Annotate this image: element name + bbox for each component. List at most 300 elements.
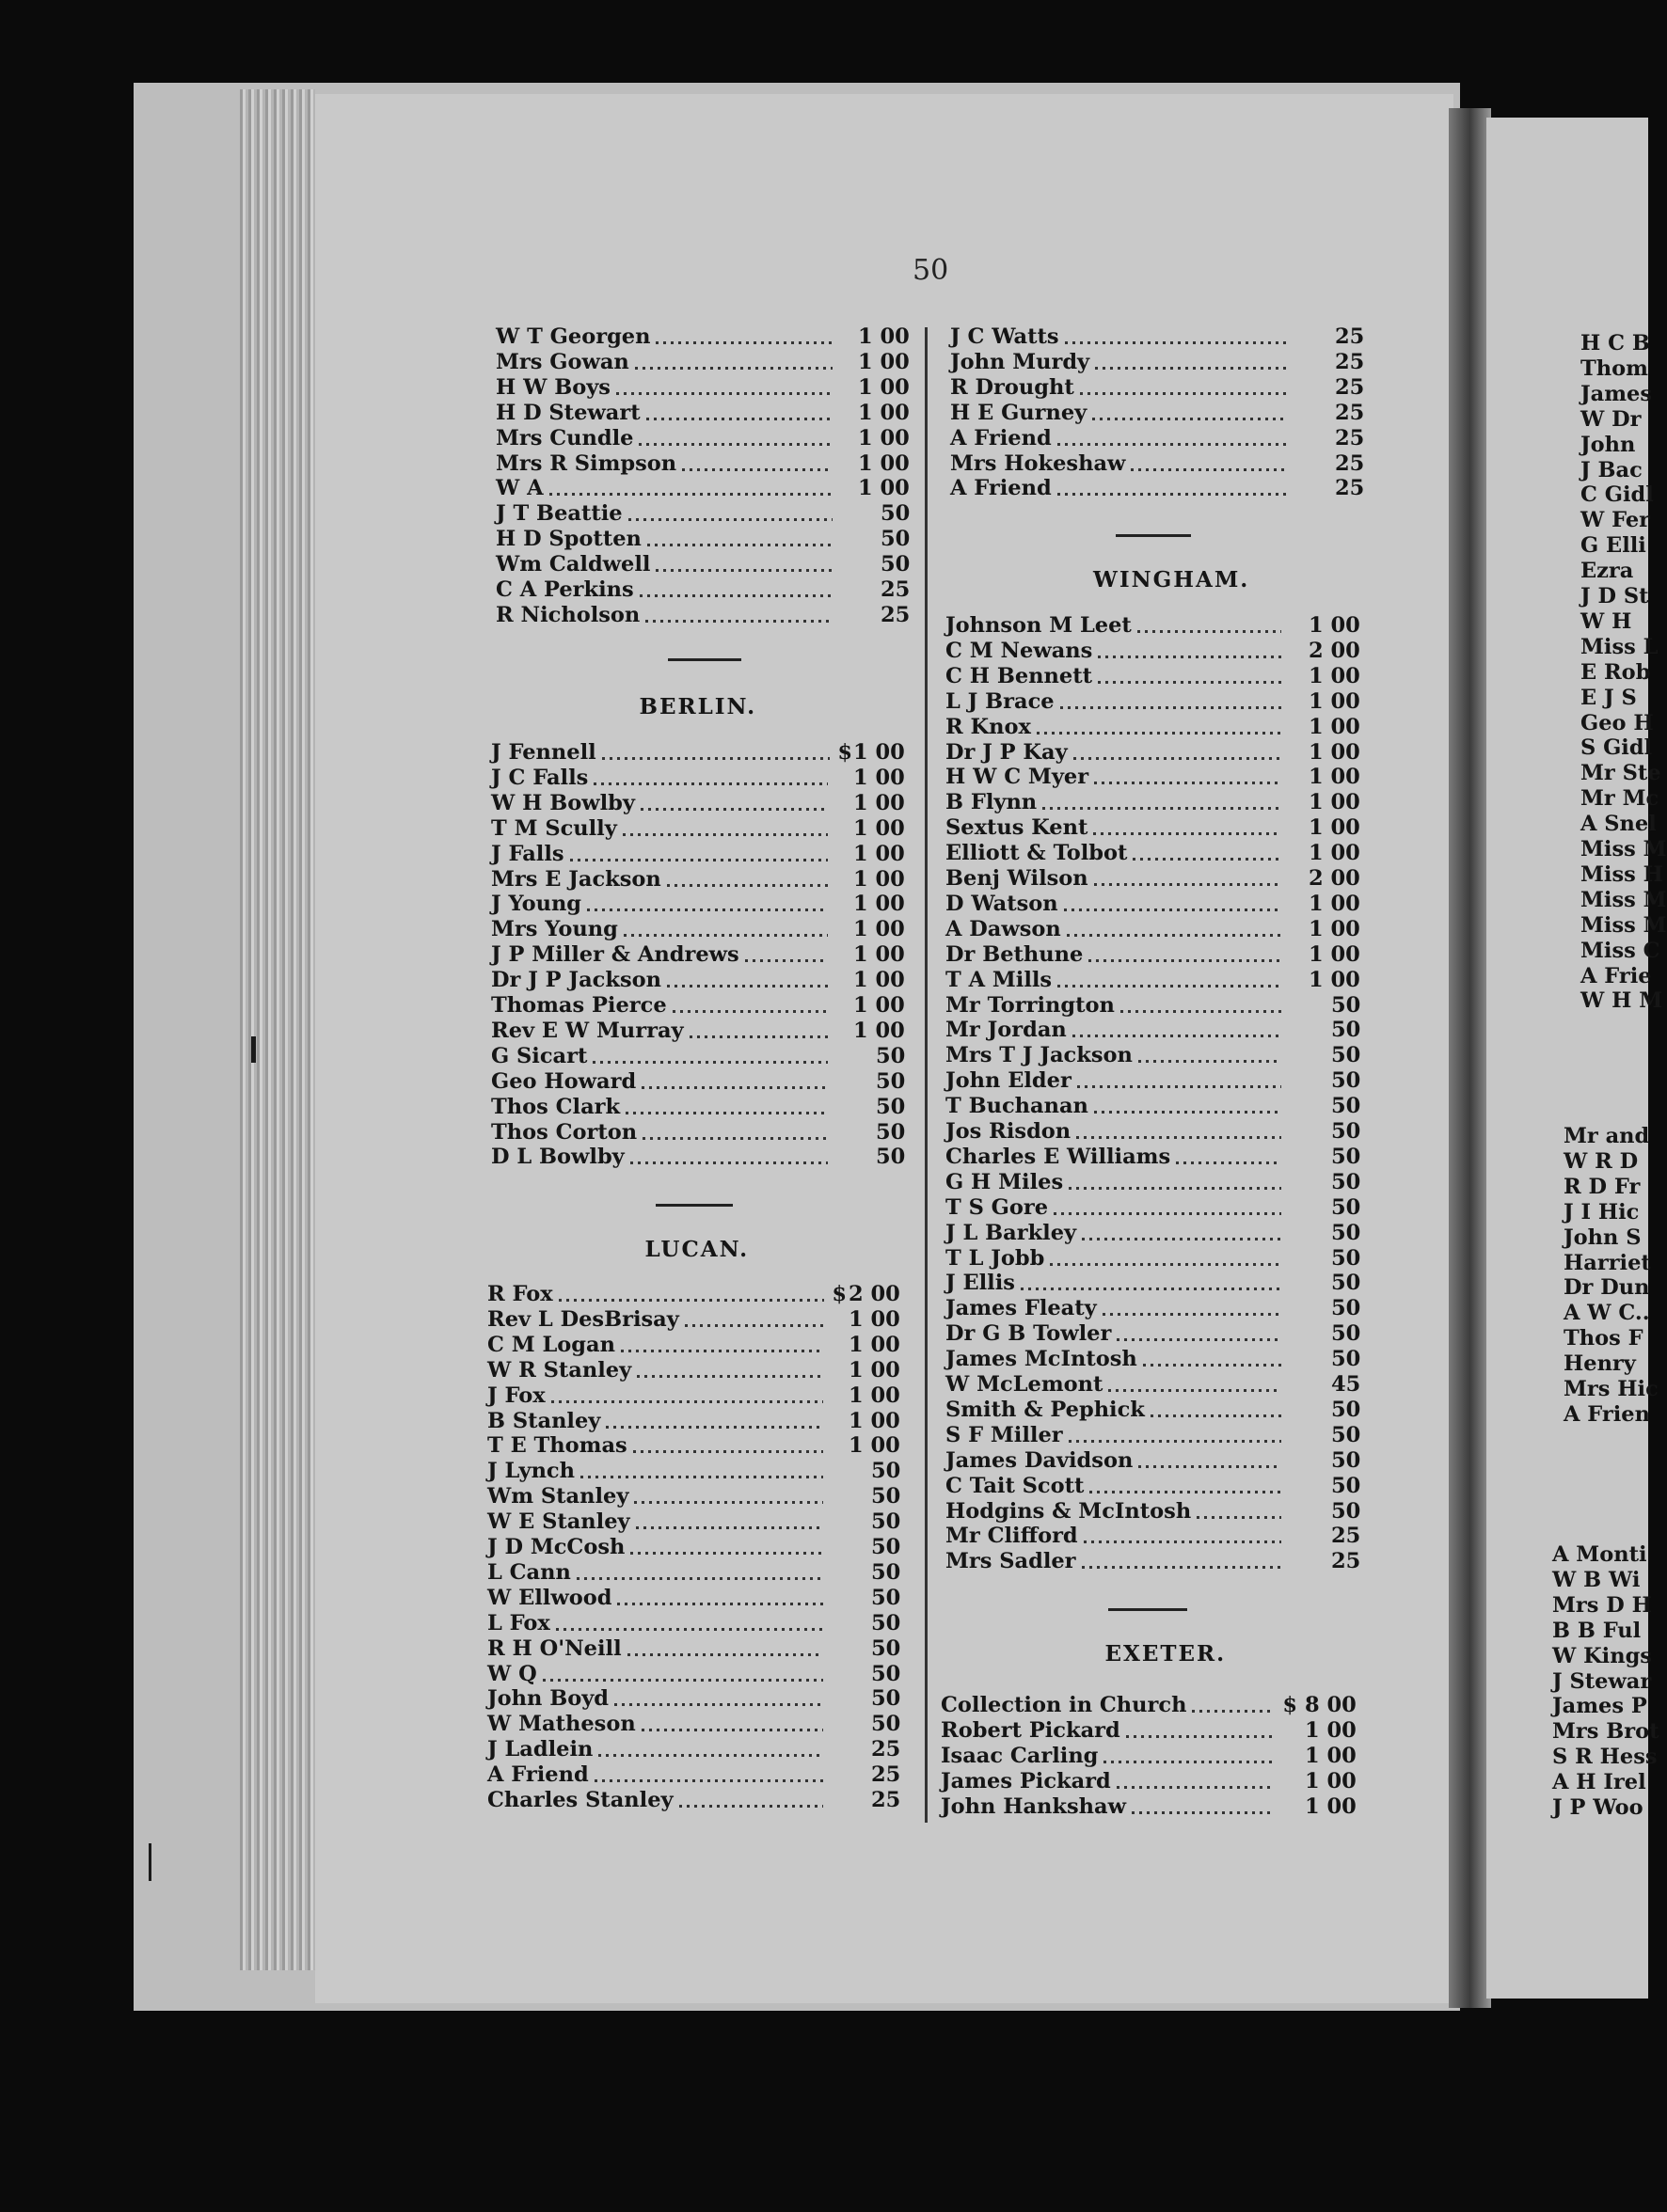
donor-name: J Fox (487, 1382, 546, 1408)
donor-name: Jos Risdon (945, 1119, 1072, 1144)
amount: 25 (871, 1788, 901, 1812)
donor-name: Thos Corton (491, 1119, 638, 1145)
leader-dots (1069, 1440, 1281, 1443)
leader-dots (641, 808, 828, 811)
donor-name: John Boyd (487, 1686, 610, 1712)
donor-name: J Lynch (487, 1459, 575, 1484)
amount: 50 (1331, 1094, 1361, 1119)
amount: 2 00 (1309, 638, 1360, 663)
amount: 1 00 (1309, 765, 1360, 790)
facing-entry: Mr Ste (1580, 761, 1661, 786)
amount: 25 (1335, 425, 1365, 450)
donor-name: Dr G B Towler (945, 1321, 1112, 1347)
leader-dots (1108, 1389, 1281, 1392)
amount: 1 00 (858, 324, 910, 349)
facing-entry: Miss C (1580, 938, 1660, 963)
dollar-sign: $ (1282, 1693, 1297, 1717)
amount: 50 (876, 1043, 906, 1068)
amount: 25 (1331, 1524, 1361, 1549)
amount: 25 (1335, 400, 1365, 425)
facing-entry: J Stewar (1552, 1668, 1652, 1694)
facing-entry: J D St (1580, 584, 1649, 608)
donor-name: J T Beattie (496, 501, 623, 527)
leader-dots (1103, 1313, 1281, 1316)
amount: 1 00 (853, 841, 905, 866)
leader-dots (690, 1035, 828, 1038)
donor-name: H W C Myer (945, 765, 1089, 790)
facing-entry: Miss M (1580, 912, 1667, 938)
amount: 8 00 (1305, 1693, 1357, 1717)
amount: 1 00 (858, 374, 910, 400)
leader-dots (1069, 1187, 1281, 1190)
facing-entry: J I Hic (1564, 1199, 1640, 1224)
donor-name: D Watson (945, 891, 1058, 916)
facing-entry: A Frien (1564, 1401, 1650, 1427)
amount: 1 00 (853, 866, 905, 892)
donor-name: C M Newans (945, 638, 1093, 663)
page-edge-strip (240, 89, 315, 1970)
column-divider (925, 327, 928, 1823)
amount: 1 00 (858, 400, 910, 425)
leader-dots (636, 1526, 823, 1529)
leader-dots (1084, 1540, 1281, 1543)
donor-name: Dr J P Kay (945, 739, 1068, 765)
donor-name: Sextus Kent (945, 815, 1088, 841)
amount: 1 00 (1309, 916, 1360, 941)
donor-name: H W Boys (496, 374, 611, 400)
facing-entry: W Kings (1552, 1643, 1652, 1668)
amount: 1 00 (1309, 891, 1360, 916)
donor-name: A Friend (487, 1762, 589, 1788)
leader-dots (1082, 1238, 1281, 1240)
leader-dots (1065, 341, 1286, 344)
leader-dots (630, 1161, 828, 1164)
leader-dots (679, 1805, 823, 1808)
amount: 50 (881, 501, 911, 527)
amount: 50 (1331, 1473, 1361, 1498)
amount: 1 00 (1309, 688, 1360, 714)
leader-dots (1057, 493, 1286, 496)
donor-name: John Hankshaw (941, 1793, 1126, 1819)
leader-dots (1092, 418, 1286, 420)
leader-dots (1103, 1761, 1275, 1763)
donor-name: Rev E W Murray (491, 1018, 684, 1043)
amount: 50 (1331, 1169, 1361, 1194)
amount: 1 00 (853, 1018, 905, 1043)
amount: 25 (1335, 324, 1365, 349)
leader-dots (682, 468, 833, 471)
leader-dots (1176, 1161, 1281, 1164)
amount: 50 (871, 1686, 901, 1712)
donor-name: T L Jobb (945, 1245, 1045, 1271)
amount: 1 00 (1309, 739, 1360, 765)
leader-dots (617, 1603, 823, 1605)
donor-name: J Fennell (491, 740, 596, 765)
facing-entry: G Elli (1580, 533, 1646, 559)
leader-dots (614, 1703, 823, 1706)
donor-name: W McLemont (945, 1372, 1103, 1397)
amount: 50 (881, 527, 911, 552)
donor-name: Smith & Pephick (945, 1397, 1145, 1422)
amount: 50 (1331, 1397, 1361, 1422)
donor-name: B Stanley (487, 1408, 601, 1433)
amount: 1 00 (849, 1306, 900, 1332)
leader-dots (639, 443, 833, 446)
donor-name: Mr Clifford (945, 1524, 1078, 1549)
facing-entry: Mr and (1564, 1124, 1650, 1148)
leader-dots (1098, 656, 1281, 658)
donor-name: John Murdy (950, 349, 1090, 374)
leader-dots (1133, 858, 1281, 861)
donor-name: B Flynn (945, 790, 1038, 815)
donor-name: Charles E Williams (945, 1144, 1171, 1169)
donor-name: Dr J P Jackson (491, 968, 661, 993)
donor-name: H E Gurney (950, 400, 1088, 425)
facing-entry: A Frie (1580, 963, 1652, 988)
amount: 50 (876, 1119, 906, 1145)
amount: 25 (1335, 349, 1365, 374)
amount: 45 (1331, 1372, 1361, 1397)
facing-entry: Miss L (1580, 634, 1659, 659)
facing-entry: E J S (1580, 685, 1637, 710)
dollar-sign: $ (837, 740, 852, 765)
donor-name: R Fox (487, 1282, 553, 1306)
donor-name: Charles Stanley (487, 1788, 674, 1812)
facing-entry: Dr Dun (1564, 1275, 1650, 1301)
leader-dots (1064, 908, 1281, 911)
amount: 50 (871, 1712, 901, 1737)
amount: 1 00 (1309, 663, 1360, 688)
facing-entry: Harriet (1564, 1250, 1651, 1275)
donor-name: James McIntosh (945, 1347, 1137, 1372)
donor-name: C M Logan (487, 1332, 615, 1357)
leader-dots (633, 1450, 823, 1453)
amount: 50 (871, 1610, 901, 1635)
amount: 25 (871, 1737, 901, 1762)
leader-dots (640, 594, 833, 597)
amount: 1 00 (853, 765, 905, 790)
donor-name: Mrs T J Jackson (945, 1043, 1133, 1068)
amount: 50 (1331, 1018, 1361, 1043)
donor-name: Wm Stanley (487, 1484, 629, 1509)
facing-entry: James (1580, 381, 1653, 406)
amount: 25 (1335, 374, 1365, 400)
amount: 1 00 (853, 942, 905, 968)
donor-name: J Ellis (945, 1271, 1015, 1296)
amount: 25 (1335, 476, 1365, 501)
facing-entry: Miss M (1580, 887, 1667, 912)
amount: 50 (1331, 1245, 1361, 1271)
amount: 50 (1331, 1271, 1361, 1296)
donor-name: T M Scully (491, 815, 617, 841)
amount: 50 (876, 1145, 906, 1170)
amount: 1 00 (849, 1332, 900, 1357)
leader-dots (647, 544, 833, 546)
leader-dots (1138, 1060, 1281, 1063)
donor-name: R H O'Neill (487, 1635, 622, 1661)
leader-dots (1117, 1786, 1275, 1789)
facing-entry: J Bac (1580, 457, 1643, 482)
leader-dots (616, 392, 833, 395)
facing-entry: Henry (1564, 1351, 1636, 1377)
amount: 50 (871, 1661, 901, 1686)
amount: 1 00 (853, 993, 905, 1018)
amount: 1 00 (858, 450, 910, 476)
facing-entry: W Dr (1580, 406, 1642, 432)
leader-dots (1073, 757, 1281, 760)
amount: 50 (1331, 1347, 1361, 1372)
amount: 50 (1331, 992, 1361, 1018)
leader-dots (628, 518, 833, 521)
leader-dots (621, 1350, 823, 1352)
facing-entry: S Gidl (1580, 735, 1653, 761)
donor-name: W E Stanley (487, 1509, 630, 1535)
leader-dots (627, 1653, 823, 1656)
amount: 1 00 (849, 1408, 900, 1433)
amount: 25 (881, 602, 911, 627)
leader-dots (1021, 1288, 1281, 1290)
donor-name: L Cann (487, 1559, 571, 1585)
facing-entry: S R Hess (1552, 1745, 1658, 1770)
amount: 25 (1335, 450, 1365, 476)
amount: 1 00 (1309, 613, 1360, 638)
donor-name: S F Miller (945, 1422, 1063, 1447)
leader-dots (1117, 1338, 1281, 1341)
book-gutter (1449, 108, 1491, 2008)
facing-entry: A Monti (1552, 1542, 1647, 1567)
facing-entry: James P (1552, 1694, 1647, 1719)
amount: 1 00 (1305, 1717, 1357, 1743)
amount: 50 (1331, 1498, 1361, 1524)
leader-dots (1067, 934, 1281, 937)
donor-name: Wm Caldwell (496, 552, 651, 577)
leader-dots (1126, 1735, 1275, 1738)
leader-dots (559, 1299, 824, 1302)
amount: 50 (1331, 1422, 1361, 1447)
facing-entry: A H Irel (1552, 1770, 1646, 1795)
amount: 25 (1331, 1549, 1361, 1574)
leader-dots (570, 859, 828, 861)
leader-dots (595, 1779, 823, 1782)
amount: 25 (881, 577, 911, 602)
donor-name: J P Miller & Andrews (491, 942, 739, 968)
facing-entry: A W C.. (1564, 1301, 1650, 1326)
amount: 50 (871, 1459, 901, 1484)
leader-dots (1120, 1010, 1281, 1013)
amount: 50 (871, 1559, 901, 1585)
leader-dots (594, 782, 828, 785)
amount: 50 (1331, 1068, 1361, 1094)
facing-entry: W B Wi (1552, 1567, 1641, 1592)
donor-name: W Q (487, 1661, 537, 1686)
donor-name: Dr Bethune (945, 941, 1084, 967)
facing-entry: H C B (1580, 331, 1650, 356)
donor-name: James Davidson (945, 1447, 1134, 1473)
leader-dots (637, 1375, 823, 1378)
amount: 1 00 (849, 1382, 900, 1408)
leader-dots (673, 1010, 828, 1013)
donor-name: W T Georgen (496, 324, 651, 349)
facing-entry: Mrs Hic (1564, 1377, 1659, 1401)
donor-name: C Tait Scott (945, 1473, 1085, 1498)
leader-dots (642, 1086, 828, 1089)
donor-name: Mr Jordan (945, 1018, 1067, 1043)
leader-dots (1050, 1263, 1281, 1266)
donor-name: R Drought (950, 374, 1074, 400)
donor-name: Thos Clark (491, 1094, 621, 1119)
section-heading: LUCAN. (644, 1237, 750, 1262)
leader-dots (1095, 367, 1286, 370)
amount: 1 00 (853, 815, 905, 841)
amount: 50 (871, 1585, 901, 1610)
leader-dots (602, 757, 830, 760)
dollar-sign: $ (832, 1282, 847, 1306)
donor-name: C A Perkins (496, 577, 634, 602)
donor-name: Mrs E Jackson (491, 866, 661, 892)
leader-dots (1192, 1710, 1275, 1713)
leader-dots (1197, 1516, 1281, 1519)
scan-mark (149, 1843, 151, 1881)
leader-dots (1138, 1465, 1281, 1468)
leader-dots (593, 1061, 828, 1064)
amount: 50 (876, 1094, 906, 1119)
facing-entry: B B Ful (1552, 1618, 1642, 1643)
facing-entry: J P Woo (1552, 1795, 1643, 1820)
leader-dots (1143, 1364, 1281, 1367)
leader-dots (656, 569, 833, 572)
donor-name: C H Bennett (945, 663, 1092, 688)
amount: 50 (871, 1535, 901, 1559)
facing-entry: W H M (1580, 988, 1663, 1014)
donor-name: T E Thomas (487, 1433, 627, 1459)
leader-dots (1088, 959, 1281, 962)
leader-dots (1077, 1085, 1281, 1088)
donor-name: Rev L DesBrisay (487, 1306, 679, 1332)
facing-entry: Thos F (1564, 1326, 1643, 1351)
section-rule (1116, 534, 1191, 537)
section-heading: EXETER. (1104, 1641, 1227, 1667)
leader-dots (634, 1501, 823, 1504)
leader-dots (551, 1400, 823, 1403)
facing-entry: E Rob (1580, 659, 1651, 685)
donor-name: Mrs Young (491, 917, 618, 942)
donor-name: R Knox (945, 714, 1031, 739)
leader-dots (587, 908, 828, 911)
leader-dots (1131, 468, 1286, 471)
amount: 1 00 (858, 349, 910, 374)
donor-name: A Dawson (945, 916, 1061, 941)
donor-name: Thomas Pierce (491, 993, 667, 1018)
donor-name: T A Mills (945, 967, 1053, 992)
facing-entry: Ezra (1580, 559, 1634, 584)
amount: 50 (871, 1509, 901, 1535)
donor-name: Mrs Hokeshaw (950, 450, 1126, 476)
section-rule (1108, 1608, 1187, 1611)
leader-dots (1094, 883, 1281, 886)
leader-dots (1072, 1035, 1281, 1037)
leader-dots (1098, 681, 1281, 684)
leader-dots (1089, 1491, 1281, 1493)
amount: 50 (1331, 1194, 1361, 1220)
donor-name: L Fox (487, 1610, 550, 1635)
donor-name: R Nicholson (496, 602, 641, 627)
donor-name: J Ladlein (487, 1737, 594, 1762)
donor-name: T S Gore (945, 1194, 1049, 1220)
leader-dots (1094, 782, 1281, 784)
section-rule (656, 1204, 733, 1207)
donor-name: L J Brace (945, 688, 1055, 714)
leader-dots (580, 1476, 823, 1478)
leader-dots (1093, 832, 1281, 835)
leader-dots (598, 1754, 823, 1757)
leader-dots (1082, 1566, 1281, 1569)
amount: 1 00 (1309, 714, 1360, 739)
donor-name: John Elder (945, 1068, 1072, 1094)
leader-dots (543, 1679, 823, 1682)
leader-dots (1151, 1414, 1281, 1417)
amount: 50 (1331, 1220, 1361, 1245)
donor-name: Mrs R Simpson (496, 450, 677, 476)
amount: 1 00 (1305, 1743, 1357, 1768)
facing-entry: C Gidl (1580, 482, 1654, 508)
leader-dots (549, 493, 833, 496)
donor-name: J Falls (491, 841, 564, 866)
leader-dots (1037, 732, 1281, 735)
facing-entry: A Snel (1580, 812, 1657, 837)
leader-dots (667, 884, 828, 887)
donor-name: H D Spotten (496, 527, 642, 552)
donor-name: W Matheson (487, 1712, 636, 1737)
amount: 50 (881, 552, 911, 577)
leader-dots (577, 1577, 823, 1580)
amount: 1 00 (853, 968, 905, 993)
facing-entry: W H (1580, 608, 1632, 634)
donor-name: W R Stanley (487, 1357, 632, 1382)
facing-entry: Mrs Brot (1552, 1719, 1659, 1745)
donor-name: Collection in Church (941, 1693, 1187, 1717)
leader-dots (745, 959, 828, 962)
leader-dots (635, 367, 833, 370)
donor-name: J L Barkley (945, 1220, 1077, 1245)
amount: 1 00 (1309, 967, 1360, 992)
leader-dots (685, 1324, 823, 1327)
donor-name: Mrs Cundle (496, 425, 634, 450)
amount: 1 00 (853, 740, 905, 765)
donor-name: G Sicart (491, 1043, 588, 1068)
amount: 2 00 (849, 1282, 900, 1306)
facing-entry: W R D (1564, 1148, 1639, 1174)
leader-dots (643, 1137, 828, 1140)
leader-dots (646, 418, 833, 420)
donor-name: T Buchanan (945, 1094, 1088, 1119)
amount: 1 00 (1309, 815, 1360, 841)
donor-name: James Fleaty (945, 1296, 1097, 1321)
leader-dots (623, 833, 828, 836)
amount: 1 00 (853, 790, 905, 815)
amount: 2 00 (1309, 866, 1360, 891)
section-heading: WINGHAM. (1093, 567, 1250, 592)
amount: 50 (1331, 1296, 1361, 1321)
leader-dots (1057, 443, 1286, 446)
donor-name: A Friend (950, 425, 1052, 450)
amount: 1 00 (858, 476, 910, 501)
donor-name: Elliott & Tolbot (945, 841, 1128, 866)
donor-name: Robert Pickard (941, 1717, 1120, 1743)
amount: 50 (1331, 1321, 1361, 1347)
donor-name: W A (496, 476, 544, 501)
section-heading: BERLIN. (639, 694, 757, 719)
leader-dots (1060, 706, 1281, 709)
